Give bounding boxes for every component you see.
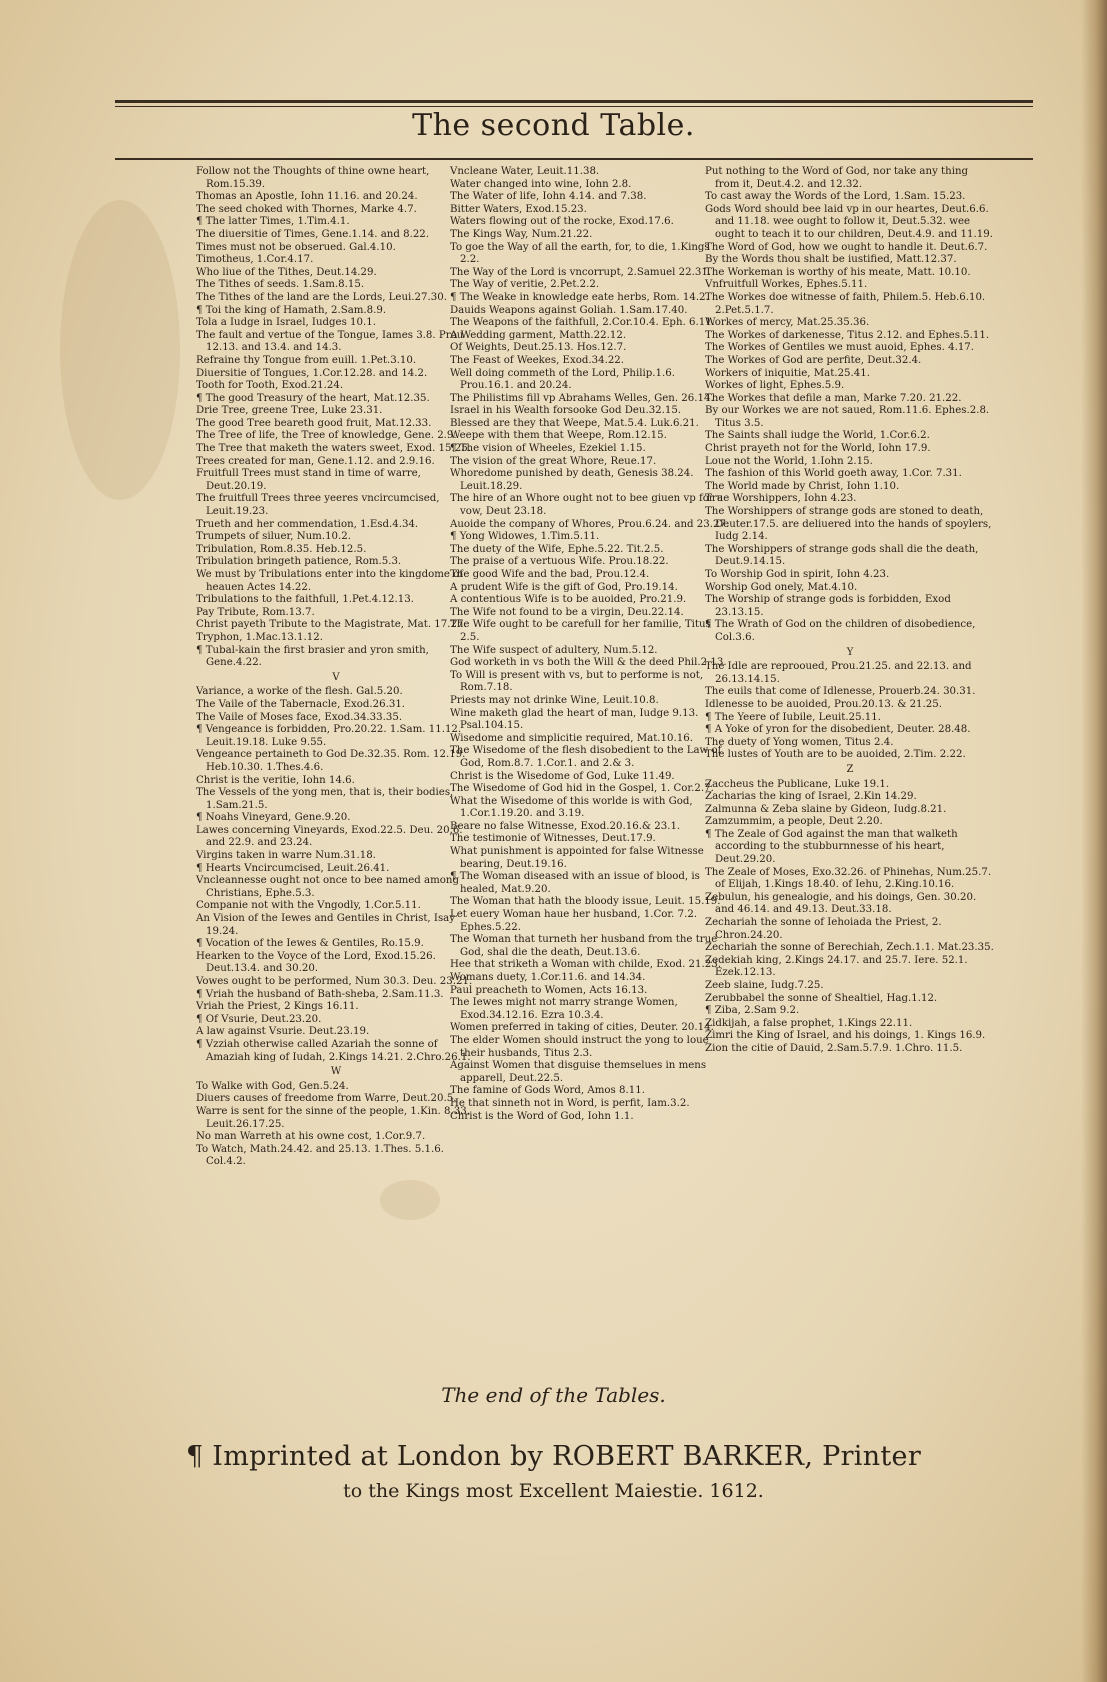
- index-entry: The World made by Christ, Iohn 1.10.: [705, 480, 900, 492]
- index-entry: Tooth for Tooth, Exod.21.24.: [196, 380, 344, 392]
- index-entry: The hire of an Whore ought not to bee giuen vp for a vow, Deut 23.18.: [450, 493, 724, 518]
- index-entry: The Water of life, Iohn 4.14. and 7.38.: [450, 191, 647, 203]
- index-entry: Virgins taken in warre Num.31.18.: [196, 850, 376, 862]
- index-entry: Paul preacheth to Women, Acts 16.13.: [450, 984, 648, 996]
- index-entry: Beare no false Witnesse, Exod.20.16.& 23.1.: [450, 820, 681, 832]
- index-column-1: [196, 166, 476, 1169]
- page-title: The second Table.: [412, 108, 695, 143]
- index-entry: ¶ Of Vsurie, Deut.23.20.: [196, 1013, 322, 1025]
- index-entry: The Vaile of the Tabernacle, Exod.26.31.: [196, 698, 406, 710]
- index-entry: Pay Tribute, Rom.13.7.: [196, 606, 315, 618]
- paper-stain: [380, 1180, 440, 1220]
- index-entry: ¶ Vzziah otherwise called Azariah the sonne of Amaziah king of Iudah, 2.Kings 14.21. 2.Chro.26.1.: [196, 1038, 471, 1063]
- index-entry: The Workes of darkenesse, Titus 2.12. and Ephes.5.11.: [705, 329, 990, 341]
- index-entry: The Saints shall iudge the World, 1.Cor.6.2.: [705, 430, 930, 442]
- index-entry: The Vaile of Moses face, Exod.34.33.35.: [196, 711, 403, 723]
- index-entry: The fault and vertue of the Tongue, Iames 3.8. Prou 12.13. and 13.4. and 14.3.: [196, 329, 464, 354]
- index-entry: Vriah the Priest, 2 Kings 16.11.: [196, 1001, 359, 1013]
- imprint-subline: to the Kings most Excellent Maiestie. 1612.: [343, 1480, 764, 1502]
- index-entry: ¶ A Yoke of yron for the disobedient, Deuter. 28.48.: [705, 724, 971, 736]
- index-entry: Vncleane Water, Leuit.11.38.: [450, 166, 600, 177]
- index-entry: The Workeman is worthy of his meate, Matt. 10.10.: [705, 266, 971, 278]
- index-entry: Well doing commeth of the Lord, Philip.1.6. Prou.16.1. and 20.24.: [450, 367, 675, 392]
- index-entry: Trueth and her commendation, 1.Esd.4.34.: [196, 518, 419, 530]
- index-entry: ¶ Ziba, 2.Sam 9.2.: [705, 1005, 800, 1017]
- section-letter: Z: [846, 763, 854, 775]
- index-entry: Water changed into wine, Iohn 2.8.: [450, 178, 632, 190]
- index-entry: A prudent Wife is the gift of God, Pro.19.14.: [450, 581, 678, 593]
- index-entry: What the Wisedome of this worlde is with God, 1.Cor.1.19.20. and 3.19.: [450, 795, 693, 820]
- index-entry: The duety of the Wife, Ephe.5.22. Tit.2.5.: [450, 543, 664, 555]
- index-entry: The Tithes of seeds. 1.Sam.8.15.: [196, 279, 365, 291]
- index-entry: The diuersitie of Times, Gene.1.14. and 8.22.: [196, 228, 430, 240]
- index-entry: ¶ Toi the king of Hamath, 2.Sam.8.9.: [196, 304, 387, 316]
- index-entry: What punishment is appointed for false Witnesse bearing, Deut.19.16.: [450, 846, 704, 870]
- index-entry: Blessed are they that Weepe, Mat.5.4. Luk.6.21.: [450, 417, 699, 429]
- end-of-tables: The end of the Tables.: [441, 1383, 666, 1407]
- paper-stain: [60, 200, 180, 500]
- index-entry: Put nothing to the Word of God, nor take any thing from it, Deut.4.2. and 12.32.: [705, 166, 969, 190]
- index-entry: The Kings Way, Num.21.22.: [450, 228, 593, 240]
- index-entry: Idlenesse to be auoided, Prou.20.13. & 21.25.: [705, 698, 942, 710]
- page-edge-shadow: [1081, 0, 1107, 1682]
- index-entry: Workes of light, Ephes.5.9.: [705, 380, 845, 392]
- title-rule: [115, 158, 1033, 160]
- index-entry: Worship God onely, Mat.4.10.: [705, 581, 858, 593]
- index-entry: Zechariah the sonne of Berechiah, Zech.1.1. Mat.23.35.: [705, 942, 994, 954]
- index-entry: The Feast of Weekes, Exod.34.22.: [450, 354, 625, 366]
- index-entry: Diuersitie of Tongues, 1.Cor.12.28. and 14.2.: [196, 367, 428, 379]
- index-entry: The Idle are reprooued, Prou.21.25. and 22.13. and 26.13.14.15.: [705, 661, 972, 685]
- index-entry: The Wife suspect of adultery, Num.5.12.: [450, 644, 658, 656]
- index-entry: Wisedome and simplicitie required, Mat.10.16.: [450, 732, 693, 744]
- index-entry: Christ is the veritie, Iohn 14.6.: [196, 774, 355, 786]
- index-entry: Zerubbabel the sonne of Shealtiel, Hag.1.12.: [705, 992, 938, 1004]
- index-entry: The elder Women should instruct the yong to loue their husbands, Titus 2.3.: [450, 1034, 709, 1059]
- index-entry: Drie Tree, greene Tree, Luke 23.31.: [196, 405, 383, 417]
- index-entry: The Tithes of the land are the Lords, Leui.27.30.: [196, 291, 447, 303]
- index-entry: The Way of the Lord is vncorrupt, 2.Samuel 22.31.: [450, 266, 712, 278]
- index-entry: Thomas an Apostle, Iohn 11.16. and 20.24.: [196, 191, 418, 203]
- index-entry: Bitter Waters, Exod.15.23.: [450, 203, 587, 215]
- index-entry: Hee that striketh a Woman with childe, Exod. 21.23.: [450, 959, 721, 971]
- index-entry: ¶ The vision of Wheeles, Ezekiel 1.15.: [450, 443, 646, 455]
- index-entry: Tola a Iudge in Israel, Iudges 10.1.: [196, 317, 376, 329]
- index-entry: Refraine thy Tongue from euill. 1.Pet.3.10.: [196, 354, 417, 366]
- index-entry: Christ payeth Tribute to the Magistrate, Mat. 17.27.: [196, 619, 467, 631]
- index-entry: An Vision of the Iewes and Gentiles in Christ, Isay 19.24.: [196, 913, 455, 937]
- index-entry: The Wisedome of God hid in the Gospel, 1. Cor.2.7.: [450, 783, 714, 795]
- index-entry: To goe the Way of all the earth, for, to die, 1.Kings 2.2.: [450, 241, 710, 266]
- index-entry: Zidkijah, a false prophet, 1.Kings 22.11.: [705, 1017, 913, 1029]
- index-entry: The Worship of strange gods is forbidden, Exod 23.13.15.: [705, 594, 951, 618]
- index-entry: Timotheus, 1.Cor.4.17.: [196, 254, 314, 266]
- index-entry: Zaccheus the Publicane, Luke 19.1.: [705, 778, 890, 790]
- index-entry: ¶ Vriah the husband of Bath-sheba, 2.Sam.11.3.: [196, 988, 444, 1000]
- index-entry: The Woman that turneth her husband from the true God, shal die the death, Deut.13.6.: [450, 934, 718, 958]
- index-entry: God worketh in vs both the Will & the deed Phil.2.13.: [450, 657, 727, 669]
- index-entry: No man Warreth at his owne cost, 1.Cor.9.7.: [196, 1131, 426, 1143]
- index-entry: Variance, a worke of the flesh. Gal.5.20.: [196, 686, 403, 698]
- index-entry: Workers of iniquitie, Mat.25.41.: [705, 367, 870, 379]
- index-entry: The Vessels of the yong men, that is, their bodies, 1.Sam.21.5.: [196, 787, 454, 811]
- index-entry: A Wedding garment, Matth.22.12.: [450, 329, 627, 341]
- index-entry: Christ is the Word of God, Iohn 1.1.: [450, 1110, 634, 1122]
- index-entry: Follow not the Thoughts of thine owne heart, Rom.15.39.: [196, 166, 430, 190]
- index-entry: Trumpets of siluer, Num.10.2.: [196, 531, 351, 543]
- index-entry: ¶ The latter Times, 1.Tim.4.1.: [196, 216, 350, 228]
- index-entry: ¶ Vengeance is forbidden, Pro.20.22. 1.Sam. 11.12. Leuit.19.18. Luke 9.55.: [196, 724, 462, 748]
- index-entry: The Philistims fill vp Abrahams Welles, Gen. 26.14.: [450, 392, 714, 404]
- index-entry: Let euery Woman haue her husband, 1.Cor. 7.2. Ephes.5.22.: [450, 909, 698, 933]
- index-entry: The Wife not found to be a virgin, Deu.22.14.: [450, 606, 684, 618]
- index-entry: The Word of God, how we ought to handle it. Deut.6.7.: [705, 241, 988, 253]
- index-entry: The good Wife and the bad, Prou.12.4.: [450, 569, 650, 580]
- index-entry: Priests may not drinke Wine, Leuit.10.8.: [450, 694, 659, 706]
- index-entry: By our Workes we are not saued, Rom.11.6. Ephes.2.8. Titus 3.5.: [705, 405, 990, 429]
- index-entry: Vengeance pertaineth to God De.32.35. Rom. 12.19. Heb.10.30. 1.Thes.4.6.: [196, 749, 466, 773]
- index-entry: Lawes concerning Vineyards, Exod.22.5. Deu. 20.6. and 22.9. and 23.24.: [196, 824, 463, 849]
- index-entry: The Iewes might not marry strange Women, Exod.34.12.16. Ezra 10.3.4.: [450, 997, 678, 1021]
- index-entry: To Worship God in spirit, Iohn 4.23.: [705, 569, 890, 580]
- index-entry: Vnfruitfull Workes, Ephes.5.11.: [705, 279, 868, 291]
- index-entry: Tribulation, Rom.8.35. Heb.12.5.: [196, 543, 367, 555]
- index-entry: Wine maketh glad the heart of man, Iudge 9.13. Psal.104.15.: [450, 707, 699, 732]
- index-entry: ¶ Noahs Vineyard, Gene.9.20.: [196, 812, 351, 824]
- index-entry: ¶ Yong Widowes, 1.Tim.5.11.: [450, 531, 600, 543]
- index-entry: ¶ Tubal-kain the first brasier and yron smith, Gene.4.22.: [196, 644, 429, 669]
- index-entry: Gods Word should bee laid vp in our heartes, Deut.6.6. and 11.18. wee ought to follow it, Deut.5.32. wee ought to teach it to our children, Deut.4.9. and 11.19.: [705, 203, 993, 240]
- index-entry: The Weapons of the faithfull, 2.Cor.10.4. Eph. 6.11.: [450, 317, 715, 329]
- index-entry: Against Women that disguise themselues in mens apparell, Deut.22.5.: [450, 1060, 707, 1084]
- header-rule: [115, 106, 1033, 107]
- index-entry: The fashion of this World goeth away, 1.Cor. 7.31.: [705, 468, 962, 480]
- index-entry: Waters flowing out of the rocke, Exod.17.6.: [450, 216, 674, 228]
- index-entry: Workes of mercy, Mat.25.35.36.: [705, 317, 870, 329]
- index-entry: Warre is sent for the sinne of the people, 1.Kin. 8.33. Leuit.26.17.25.: [196, 1105, 470, 1130]
- index-entry: ¶ The Zeale of God against the man that walketh according to the stubburnnesse of his heart, Deut.29.20.: [705, 828, 958, 866]
- index-entry: The Worshippers of strange gods are stoned to death, Deuter.17.5. are deliuered into the hands of spoylers, Iudg 2.14.: [705, 506, 992, 543]
- index-entry: A contentious Wife is to be auoided, Pro.21.9.: [450, 594, 687, 606]
- index-entry: Weepe with them that Weepe, Rom.12.15.: [450, 430, 667, 442]
- index-entry: Dauids Weapons against Goliah. 1.Sam.17.40.: [450, 304, 688, 316]
- index-entry: The Tree of life, the Tree of knowledge, Gene. 2.9.: [196, 430, 457, 442]
- index-entry: The Workes of Gentiles we must auoid, Ephes. 4.17.: [705, 342, 975, 354]
- index-entry: ¶ The Yeere of Iubile, Leuit.25.11.: [705, 711, 881, 723]
- index-entry: The Workes that defile a man, Marke 7.20. 21.22.: [705, 392, 962, 404]
- index-entry: The Way of veritie, 2.Pet.2.2.: [450, 279, 600, 291]
- index-entry: The Woman that hath the bloody issue, Leuit. 15.19.: [450, 896, 721, 908]
- index-entry: Trees created for man, Gene.1.12. and 2.9.16.: [196, 455, 435, 467]
- index-entry: Zion the citie of Dauid, 2.Sam.5.7.9. 1.Chro. 11.5.: [705, 1042, 963, 1054]
- index-entry: Fruitfull Trees must stand in time of warre, Deut.20.19.: [196, 468, 421, 492]
- index-entry: True Worshippers, Iohn 4.23.: [705, 493, 857, 505]
- index-entry: The vision of the great Whore, Reue.17.: [450, 455, 657, 467]
- index-entry: ¶ The good Treasury of the heart, Mat.12.35.: [196, 392, 430, 404]
- index-entry: The lustes of Youth are to be auoided, 2.Tim. 2.22.: [705, 749, 966, 761]
- section-letter: Y: [846, 646, 854, 658]
- header-rule: [115, 100, 1033, 103]
- index-entry: Israel in his Wealth forsooke God Deu.32.15.: [450, 405, 682, 417]
- index-entry: Zimri the King of Israel, and his doings, 1. Kings 16.9.: [705, 1030, 986, 1042]
- index-entry: Zedekiah king, 2.Kings 24.17. and 25.7. Iere. 52.1. Ezek.12.13.: [705, 954, 968, 979]
- index-entry: Vncleannesse ought not once to bee named among Christians, Ephe.5.3.: [196, 875, 459, 899]
- index-entry: The famine of Gods Word, Amos 8.11.: [450, 1085, 645, 1097]
- index-entry: The praise of a vertuous Wife. Prou.18.22.: [450, 556, 669, 568]
- index-entry: Zalmunna & Zeba slaine by Gideon, Iudg.8.21.: [705, 803, 947, 815]
- index-entry: Christ is the Wisedome of God, Luke 11.49.: [450, 770, 675, 782]
- index-entry: Companie not with the Vngodly, 1.Cor.5.11.: [196, 900, 421, 912]
- index-entry: ¶ The Wrath of God on the children of disobedience, Col.3.6.: [705, 619, 976, 643]
- index-column-2: [450, 166, 730, 1123]
- index-entry: To Will is present with vs, but to performe is not, Rom.7.18.: [450, 669, 704, 694]
- index-entry: Zechariah the sonne of Iehoiada the Priest, 2. Chron.24.20.: [705, 917, 942, 941]
- section-letter: V: [332, 671, 340, 683]
- index-entry: The Workes doe witnesse of faith, Philem.5. Heb.6.10. 2.Pet.5.1.7.: [705, 291, 986, 316]
- index-entry: Christ prayeth not for the World, Iohn 17.9.: [705, 443, 931, 455]
- index-entry: The testimonie of Witnesses, Deut.17.9.: [450, 833, 656, 845]
- index-entry: Auoide the company of Whores, Prou.6.24. and 23.27.: [450, 518, 730, 530]
- index-entry: ¶ The Weake in knowledge eate herbs, Rom. 14.2.: [450, 291, 709, 303]
- index-entry: ¶ Hearts Vncircumcised, Leuit.26.41.: [196, 862, 390, 874]
- index-entry: The Worshippers of strange gods shall die the death, Deut.9.14.15.: [705, 543, 979, 568]
- index-entry: ¶ The Woman diseased with an issue of blood, is healed, Mat.9.20.: [450, 871, 700, 895]
- index-entry: The fruitfull Trees three yeeres vncircumcised, Leuit.19.23.: [196, 493, 440, 518]
- index-entry: By the Words thou shalt be iustified, Matt.12.37.: [705, 254, 957, 266]
- index-entry: The Zeale of Moses, Exo.32.26. of Phinehas, Num.25.7. of Elijah, 1.Kings 18.40. of Iehu, 2.King.10.16.: [705, 866, 992, 891]
- index-entry: He that sinneth not in Word, is perfit, Iam.3.2.: [450, 1097, 690, 1109]
- index-entry: A law against Vsurie. Deut.23.19.: [196, 1026, 370, 1038]
- index-entry: The euils that come of Idlenesse, Prouerb.24. 30.31.: [705, 686, 976, 698]
- index-entry: Whoredome punished by death, Genesis 38.24. Leuit.18.29.: [450, 468, 694, 492]
- index-entry: To Watch, Math.24.42. and 25.13. 1.Thes. 5.1.6. Col.4.2.: [196, 1143, 444, 1168]
- section-letter: W: [330, 1066, 342, 1078]
- index-entry: The good Tree beareth good fruit, Mat.12.33.: [196, 417, 432, 429]
- index-entry: Loue not the World, 1.Iohn 2.15.: [705, 455, 873, 467]
- index-entry: Zeeb slaine, Iudg.7.25.: [705, 980, 824, 991]
- index-entry: Who liue of the Tithes, Deut.14.29.: [196, 266, 377, 278]
- index-entry: The Workes of God are perfite, Deut.32.4.: [705, 354, 922, 366]
- imprint-line: ¶ Imprinted at London by ROBERT BARKER, Printer: [185, 1441, 922, 1472]
- index-entry: Tribulation bringeth patience, Rom.5.3.: [196, 556, 402, 568]
- index-entry: Hearken to the Voyce of the Lord, Exod.15.26. Deut.13.4. and 30.20.: [196, 950, 436, 975]
- index-entry: To cast away the Words of the Lord, 1.Sam. 15.23.: [705, 191, 966, 203]
- index-entry: Of Weights, Deut.25.13. Hos.12.7.: [450, 342, 627, 354]
- index-entry: The Tree that maketh the waters sweet, Exod. 15.25.: [196, 443, 471, 455]
- index-entry: Zebulun, his genealogie, and his doings, Gen. 30.20. and 46.14. and 49.13. Deut.33.18.: [705, 891, 977, 916]
- index-entry: Women preferred in taking of cities, Deuter. 20.14.: [450, 1022, 714, 1034]
- index-entry: Zacharias the king of Israel, 2.Kin 14.29.: [705, 791, 917, 803]
- index-entry: The seed choked with Thornes, Marke 4.7.: [196, 203, 417, 215]
- index-entry: Womans duety, 1.Cor.11.6. and 14.34.: [450, 972, 646, 983]
- index-entry: The Wife ought to be carefull for her familie, Titus 2.5.: [450, 619, 711, 643]
- index-entry: To Walke with God, Gen.5.24.: [196, 1080, 349, 1092]
- index-entry: Tryphon, 1.Mac.13.1.12.: [196, 631, 323, 643]
- index-entry: Times must not be obserued. Gal.4.10.: [196, 241, 396, 253]
- index-entry: Zamzummim, a people, Deut 2.20.: [705, 816, 883, 828]
- index-entry: The duety of Yong women, Titus 2.4.: [705, 736, 894, 748]
- index-entry: Vowes ought to be performed, Num 30.3. Deu. 23.21.: [196, 976, 473, 987]
- index-entry: Tribulations to the faithfull, 1.Pet.4.12.13.: [196, 594, 414, 606]
- index-entry: Diuers causes of freedome from Warre, Deut.20.5.: [196, 1093, 457, 1105]
- index-entry: We must by Tribulations enter into the kingdome of heauen Actes 14.22.: [196, 569, 464, 593]
- index-entry: ¶ Vocation of the Iewes & Gentiles, Ro.15.9.: [196, 938, 424, 950]
- index-entry: The Wisedome of the flesh disobedient to the Law of God, Rom.8.7. 1.Cor.1. and 2.& 3.: [450, 745, 722, 769]
- index-column-3: [705, 166, 995, 1056]
